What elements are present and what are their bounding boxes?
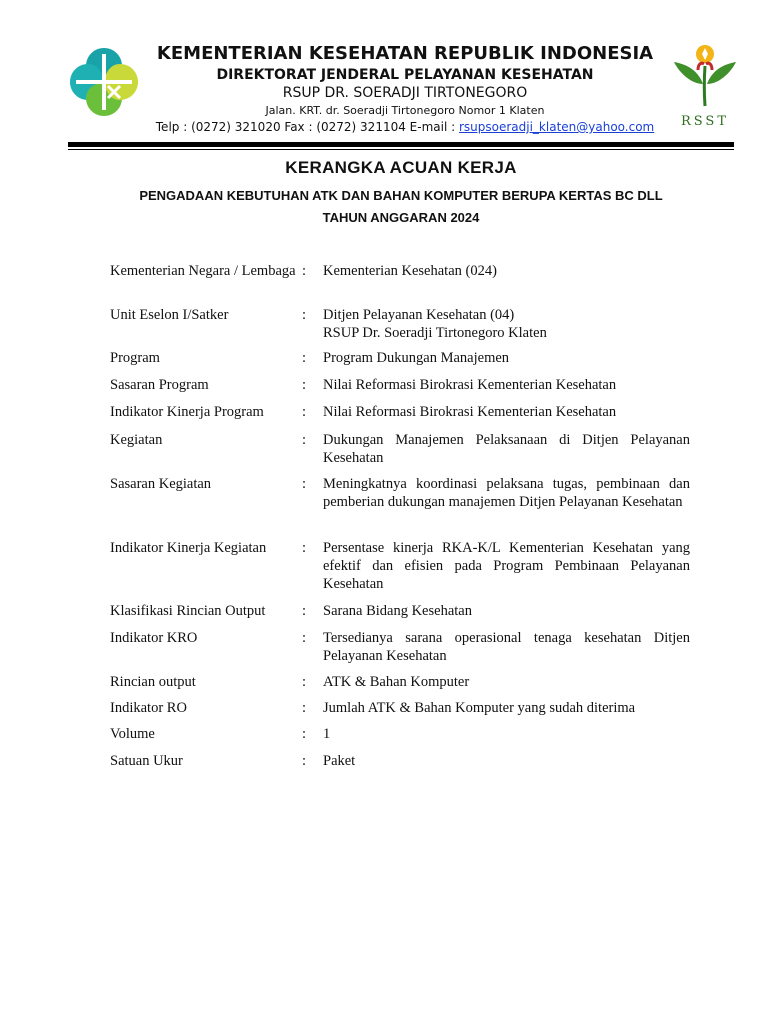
- kak-row: [110, 349, 690, 367]
- kak-row-colon: :: [302, 630, 307, 646]
- kemenkes-logo-icon: [64, 42, 144, 122]
- kak-row-value-line: Paket: [323, 753, 356, 769]
- document-title: KERANGKA ACUAN KERJA: [285, 158, 517, 177]
- kak-row-label: Program: [110, 350, 160, 366]
- kak-row-value-line: Program Dukungan Manajemen: [323, 350, 510, 366]
- kak-row-label: Kementerian Negara / Lembaga: [110, 263, 296, 279]
- kak-row-label: Volume: [110, 726, 155, 742]
- kak-row-label: Kegiatan: [110, 432, 163, 448]
- kak-row-colon: :: [302, 307, 307, 323]
- kak-row-colon: :: [302, 404, 307, 420]
- kak-row: [110, 539, 690, 593]
- kak-row: [110, 376, 690, 394]
- kak-row-colon: :: [302, 263, 307, 279]
- email-link[interactable]: rsupsoeradji_klaten@yahoo.com: [458, 120, 655, 134]
- rsst-logo: [668, 40, 742, 132]
- kak-row-value: [323, 673, 690, 691]
- kak-row-value-line: Dukungan Manajemen Pelaksanaan di Ditjen Pelayanan Kesehatan: [323, 432, 690, 466]
- document-subtitle: PENGADAAN KEBUTUHAN ATK DAN BAHAN KOMPUTER BERUPA KERTAS BC DLL: [139, 188, 663, 203]
- directorate-name: DIREKTORAT JENDERAL PELAYANAN KESEHATAN: [216, 67, 594, 83]
- kak-row-value-line: Persentase kinerja RKA-K/L Kementerian Kesehatan yang efektif dan efisien pada Program Pembinaan Pelayanan Kesehatan: [323, 540, 690, 592]
- kak-row-colon: :: [302, 603, 307, 619]
- letterhead-text: [150, 42, 660, 136]
- kak-row-colon: :: [302, 700, 307, 716]
- kak-row: [110, 629, 690, 665]
- kak-row: [110, 602, 690, 620]
- kak-row-label: Sasaran Program: [110, 377, 209, 393]
- kak-row-colon: :: [302, 674, 307, 690]
- kak-row-colon: :: [302, 726, 307, 742]
- kak-row-colon: :: [302, 350, 307, 366]
- kak-row-value-line: Ditjen Pelayanan Kesehatan (04): [323, 307, 515, 323]
- kak-row-value: [323, 725, 690, 743]
- kak-row-value-line: RSUP Dr. Soeradji Tirtonegoro Klaten: [323, 325, 547, 341]
- kak-row: [110, 725, 690, 743]
- kak-row: [110, 699, 690, 717]
- kak-row-label: Sasaran Kegiatan: [110, 476, 212, 492]
- ministry-name: KEMENTERIAN KESEHATAN REPUBLIK INDONESIA: [156, 43, 654, 64]
- rsst-logo-text: RSST: [680, 114, 730, 129]
- kak-row-value: [323, 629, 690, 665]
- kak-row-label: Indikator KRO: [110, 630, 198, 646]
- kak-row: [110, 752, 690, 770]
- kak-row-colon: :: [302, 540, 307, 556]
- kak-row-value: [323, 752, 690, 770]
- kak-row-colon: :: [302, 476, 307, 492]
- kak-row: [110, 403, 690, 421]
- letterhead-rule-thin: [68, 149, 734, 150]
- contact-phone-fax: Telp : (0272) 321020 Fax : (0272) 321104 E-mail :: [155, 120, 459, 134]
- kak-row-label: Klasifikasi Rincian Output: [110, 603, 266, 619]
- kak-row-value: [323, 539, 690, 593]
- contact-line: [150, 119, 660, 136]
- kak-row-value: [323, 349, 690, 367]
- kak-row-value-line: Sarana Bidang Kesehatan: [323, 603, 472, 619]
- letterhead-rule-thick: [68, 142, 734, 147]
- kak-row-label: Unit Eselon I/Satker: [110, 307, 229, 323]
- kak-row-value: [323, 699, 690, 717]
- kak-row-value-line: Tersedianya sarana operasional tenaga kesehatan Ditjen Pelayanan Kesehatan: [323, 630, 690, 664]
- hospital-name: RSUP DR. SOERADJI TIRTONEGORO: [282, 85, 528, 101]
- kak-row-value: [323, 376, 690, 394]
- kak-row-value-line: ATK & Bahan Komputer: [323, 674, 470, 690]
- kak-row-value: [323, 602, 690, 620]
- kak-row-value-line: Nilai Reformasi Birokrasi Kementerian Kesehatan: [323, 377, 617, 393]
- kak-row-value-line: Kementerian Kesehatan (024): [323, 263, 497, 279]
- kak-row-colon: :: [302, 377, 307, 393]
- kak-row-label: Indikator Kinerja Kegiatan: [110, 540, 267, 556]
- kak-row-value: [323, 403, 690, 421]
- kak-row-value: [323, 431, 690, 467]
- kak-row-value: [323, 262, 690, 280]
- kak-row: [110, 262, 690, 280]
- kak-row: [110, 306, 690, 342]
- rsst-emblem-icon: [668, 40, 742, 114]
- kak-row-value-line: Nilai Reformasi Birokrasi Kementerian Kesehatan: [323, 404, 617, 420]
- kak-row-value: [323, 475, 690, 511]
- kak-row-value: [323, 306, 690, 342]
- document-fiscal-year: TAHUN ANGGARAN 2024: [322, 210, 480, 225]
- kak-row-label: Satuan Ukur: [110, 753, 183, 769]
- kak-row-label: Indikator RO: [110, 700, 187, 716]
- kak-row-colon: :: [302, 753, 307, 769]
- kak-row: [110, 431, 690, 467]
- letterhead: [0, 0, 768, 150]
- kak-row-colon: :: [302, 432, 307, 448]
- kak-row-value-line: Jumlah ATK & Bahan Komputer yang sudah diterima: [323, 700, 636, 716]
- kak-row: [110, 673, 690, 691]
- kak-row-value-line: 1: [323, 726, 331, 742]
- hospital-address: Jalan. KRT. dr. Soeradji Tirtonegoro Nomor 1 Klaten: [265, 104, 545, 117]
- kak-row: [110, 475, 690, 511]
- kak-row-value-line: Meningkatnya koordinasi pelaksana tugas, pembinaan dan pemberian dukungan manajemen Ditjen Pelayanan Kesehatan: [323, 476, 690, 510]
- kak-row-label: Indikator Kinerja Program: [110, 404, 264, 420]
- kak-row-label: Rincian output: [110, 674, 196, 690]
